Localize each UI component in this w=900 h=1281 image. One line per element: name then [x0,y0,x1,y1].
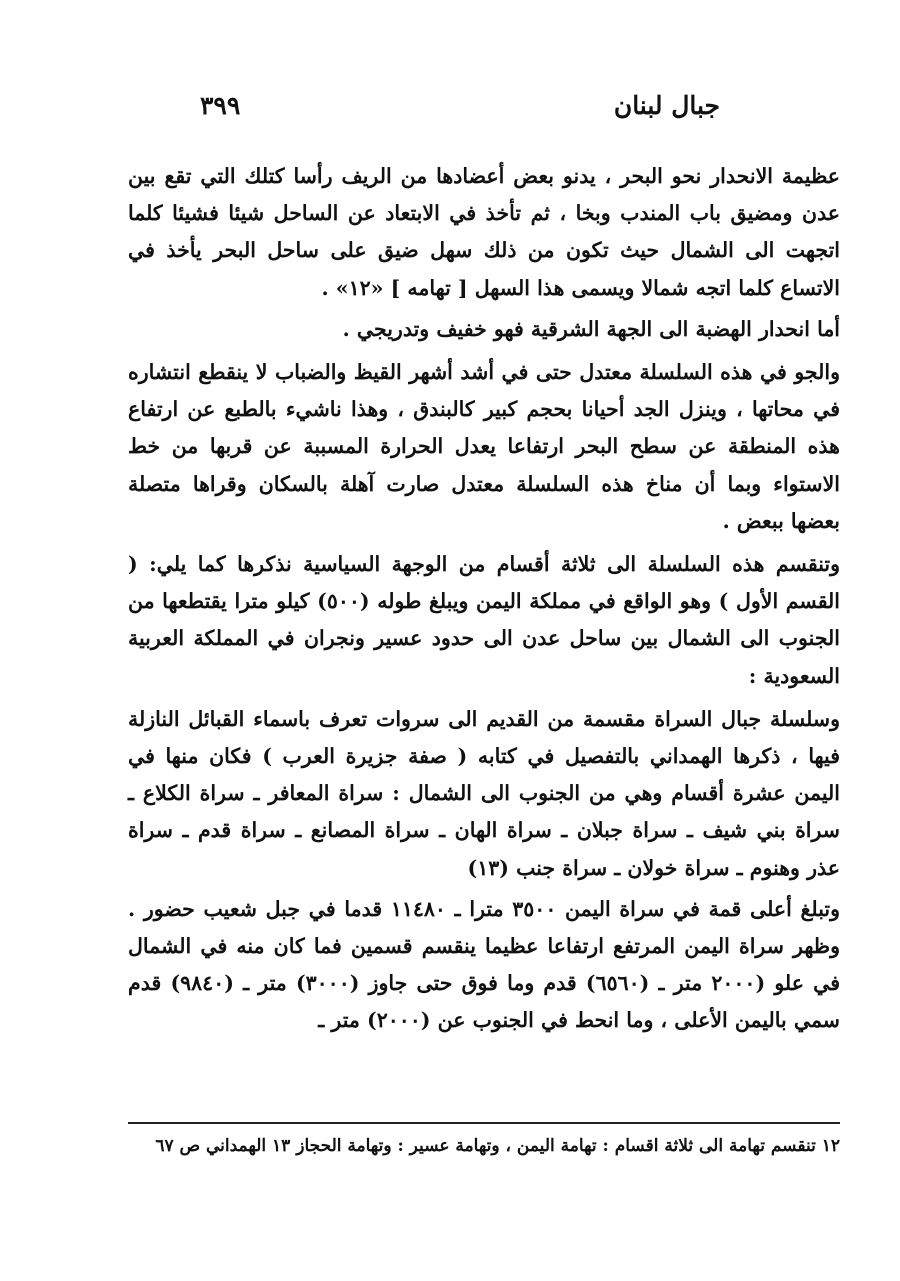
paragraph: والجو في هذه السلسلة معتدل حتى في أشد أشهر القيظ والضباب لا ينقطع انتشاره في محاتها ، وينزل الجد أحيانا بحجم كبير كالبندق ، وهذا ناشيء بالطبع عن ارتفاع هذه المنطقة عن سطح البحر ارتفاعا يعدل الحرارة المسببة عن قربها من خط الاستواء وبما أن مناخ هذه السلسلة معتدل صارت آهلة بالسكان وقراها متصلة بعضها ببعض . [128,360,840,533]
paragraph: وسلسلة جبال السراة مقسمة من القديم الى سروات تعرف باسماء القبائل النازلة فيها ، ذكرها الهمداني بالتفصيل في كتابه ( صفة جزيرة العرب ) فكان منها في اليمن عشرة أقسام وهي من الجنوب الى الشمال : سراة المعافر ـ سراة الكلاع ـ سراة بني شيف ـ سراة جبلان ـ سراة الهان ـ سراة المصانع ـ سراة قدم ـ سراة عذر وهنوم ـ سراة خولان ـ سراة جنب (١٣) [128,706,840,880]
paragraph: أما انحدار الهضبة الى الجهة الشرقية فهو خفيف وتدريجي . [342,316,840,341]
paragraph: وتنقسم هذه السلسلة الى ثلاثة أقسام من الوجهة السياسية نذكرها كما يلي: ( القسم الأول ) وهو الواقع في مملكة اليمن ويبلغ طوله (٥٠٠) كيلو مترا يقتطعها من الجنوب الى الشمال بين ساحل عدن الى حدود عسير ونجران في المملكة العربية السعودية : [128,552,841,688]
footnote: ١٢ تنقسم تهامة الى ثلاثة اقسام : تهامة اليمن ، وتهامة عسير : وتهامة الحجاز ١٣ الهمداني ص ٦٧ [155,1136,840,1156]
running-head [200,88,720,124]
footnote-divider [128,1122,840,1124]
paragraph: وتبلغ أعلى قمة في سراة اليمن ٣٥٠٠ مترا ـ ١١٤٨٠ قدما في جبل شعيب حضور . وظهر سراة اليمن المرتفع ارتفاعا عظيما ينقسم قسمين فما كان منه في الشمال في علو (٢٠٠٠ متر ـ (٦٥٦٠) قدم وما فوق حتى جاوز (٣٠٠٠) متر ـ (٩٨٤٠) قدم سمي باليمن الأعلى ، وما انحط في الجنوب عن (٢٠٠٠) متر ـ [128,896,841,1033]
running-title: جبال لبنان [613,91,720,120]
body-text [128,158,840,1044]
paragraph: عظيمة الانحدار نحو البحر ، يدنو بعض أعضادها من الريف رأسا كتلك التي تقع بين عدن ومضيق باب المندب وبخا ، ثم تأخذ في الابتعاد عن الساحل شيئا فشيئا كلما اتجهت الى الشمال حيث تكون من ذلك سهل ضيق على ساحل البحر يأخذ في الاتساع كلما اتجه شمالا ويسمى هذا السهل [ تهامه ] «١٢» . [128,164,840,300]
page-number: ٣٩٩ [200,91,241,120]
